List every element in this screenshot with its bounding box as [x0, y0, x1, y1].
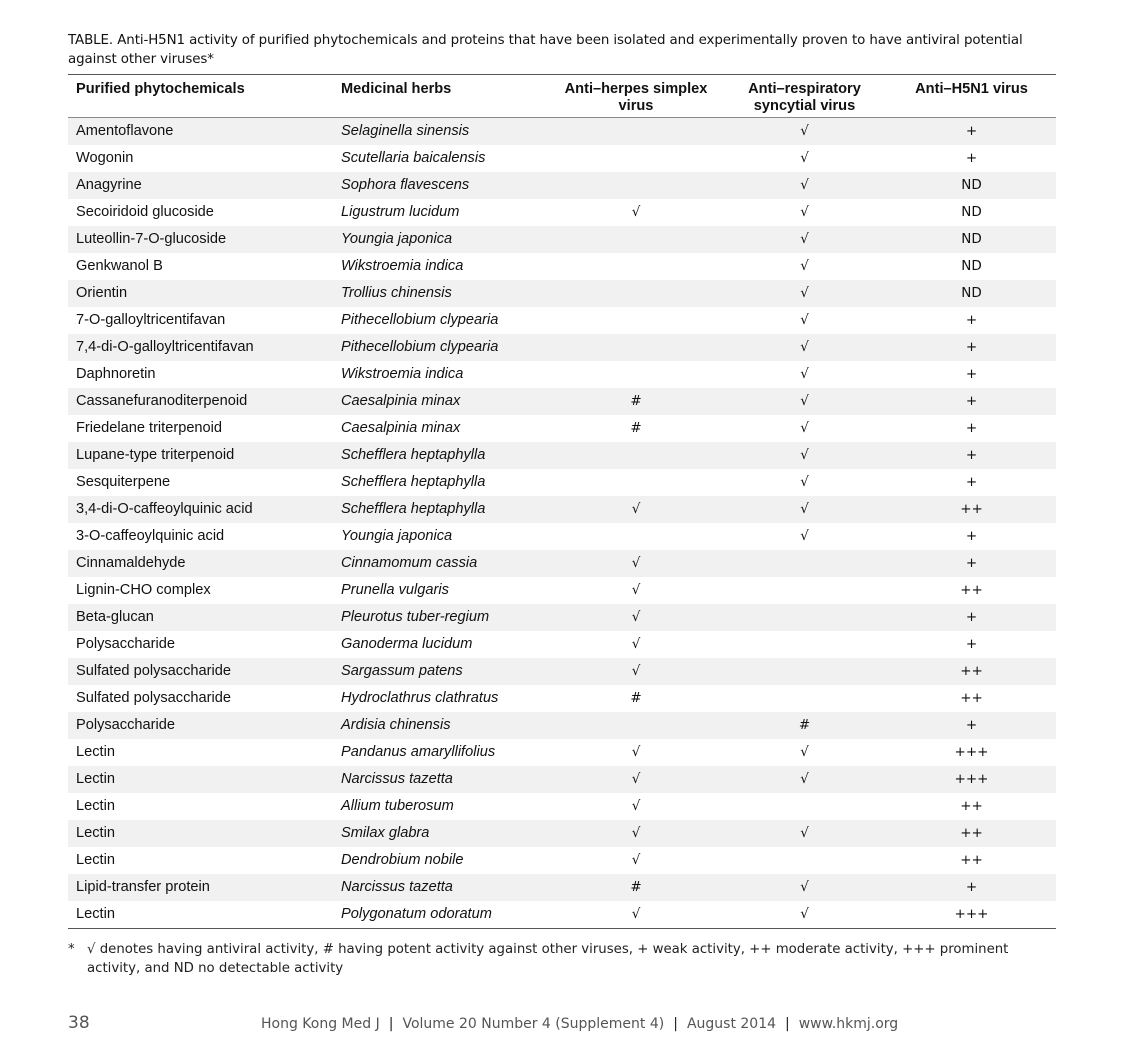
journal-volume: Volume 20 Number 4 (Supplement 4) — [402, 1016, 665, 1032]
phytochemical-cell: Sesquiterpene — [76, 474, 171, 490]
anti-rsv-cell: √ — [722, 496, 887, 523]
anti-h5n1-cell: ND — [961, 204, 982, 220]
table-row — [68, 658, 1056, 685]
anti-herpes-cell: # — [630, 420, 642, 436]
medicinal-herb-cell: Hydroclathrus clathratus — [341, 690, 499, 706]
phytochemical-cell: Polysaccharide — [76, 636, 175, 652]
anti-rsv-cell: √ — [722, 172, 887, 199]
anti-rsv-cell: √ — [800, 258, 809, 274]
table-footnote — [68, 940, 1058, 978]
journal-info — [261, 1016, 898, 1032]
table-row — [68, 388, 1056, 415]
header-row — [68, 75, 1056, 118]
anti-herpes-cell — [550, 523, 722, 550]
anti-rsv-cell: √ — [800, 420, 809, 436]
table-row — [68, 793, 1056, 820]
anti-rsv-cell: √ — [800, 528, 809, 544]
phytochemical-cell: 7,4-di-O-galloyltricentifavan — [68, 334, 336, 361]
anti-rsv-cell: √ — [722, 766, 887, 793]
anti-h5n1-cell: ND — [961, 258, 982, 274]
anti-rsv-cell: √ — [722, 334, 887, 361]
phytochemical-cell: Sulfated polysaccharide — [68, 658, 336, 685]
anti-h5n1-cell: ++ — [960, 690, 983, 706]
anti-rsv-cell: √ — [722, 388, 887, 415]
caption-label: TABLE. — [68, 33, 114, 48]
anti-h5n1-cell: ND — [887, 280, 1056, 307]
anti-herpes-cell — [550, 145, 722, 172]
anti-h5n1-cell: + — [887, 604, 1056, 631]
table-row — [68, 604, 1056, 631]
medicinal-herb-cell: Sophora flavescens — [336, 172, 550, 199]
anti-rsv-cell — [722, 658, 887, 685]
phytochemical-cell: Wogonin — [76, 150, 134, 166]
phytochemical-cell: Lectin — [76, 852, 115, 868]
anti-herpes-cell: # — [630, 690, 642, 706]
table-row — [68, 577, 1056, 604]
phytochemical-cell: Lipid-transfer protein — [68, 874, 336, 901]
footnote-text: √ denotes having antiviral activity, # having potent activity against other viruses, + weak activity, ++ moderate activity, +++ prominent activity, and ND no detectable activity — [87, 942, 1009, 976]
anti-h5n1-cell: + — [887, 118, 1056, 146]
phytochemical-cell: 3-O-caffeoylquinic acid — [76, 528, 225, 544]
phytochemical-cell: Secoiridoid glucoside — [76, 204, 214, 220]
medicinal-herb-cell: Dendrobium nobile — [341, 852, 464, 868]
medicinal-herb-cell: Narcissus tazetta — [336, 766, 550, 793]
medicinal-herb-cell: Prunella vulgaris — [341, 582, 449, 598]
table-row — [68, 685, 1056, 712]
anti-h5n1-cell: ++ — [887, 820, 1056, 847]
anti-herpes-cell: √ — [550, 901, 722, 929]
table-row — [68, 469, 1056, 496]
phytochemical-cell: Luteollin-7-O-glucoside — [68, 226, 336, 253]
anti-rsv-cell: # — [722, 712, 887, 739]
anti-rsv-cell: √ — [722, 901, 887, 929]
anti-h5n1-cell: ++ — [960, 582, 983, 598]
anti-herpes-cell: √ — [550, 820, 722, 847]
phytochemical-cell: Lectin — [76, 744, 115, 760]
phytochemical-cell: Cinnamaldehyde — [68, 550, 336, 577]
anti-herpes-cell: √ — [631, 582, 641, 598]
medicinal-herb-cell: Wikstroemia indica — [341, 366, 464, 382]
page-footer — [68, 1013, 1058, 1035]
anti-h5n1-cell: ND — [887, 226, 1056, 253]
phytochemical-cell: Lignin-CHO complex — [76, 582, 211, 598]
phytochemical-cell: Genkwanol B — [76, 258, 163, 274]
table-row — [68, 334, 1056, 361]
anti-herpes-cell: √ — [631, 798, 641, 814]
medicinal-herb-cell: Caesalpinia minax — [341, 420, 461, 436]
medicinal-herb-cell: Scutellaria baicalensis — [341, 150, 486, 166]
page-number: 38 — [68, 1013, 90, 1033]
anti-rsv-cell: √ — [800, 204, 809, 220]
medicinal-herb-cell: Allium tuberosum — [341, 798, 454, 814]
phytochemical-cell: Amentoflavone — [68, 118, 336, 146]
anti-herpes-cell — [550, 253, 722, 280]
phytochemical-cell: 7-O-galloyltricentifavan — [76, 312, 226, 328]
medicinal-herb-cell: Ganoderma lucidum — [341, 636, 473, 652]
table-caption — [68, 31, 1058, 69]
anti-rsv-cell: √ — [722, 226, 887, 253]
anti-herpes-cell — [550, 469, 722, 496]
table-row — [68, 496, 1056, 523]
table-row — [68, 118, 1056, 146]
medicinal-herb-cell: Schefflera heptaphylla — [336, 442, 550, 469]
medicinal-herb-cell: Narcissus tazetta — [336, 874, 550, 901]
anti-rsv-cell — [722, 550, 887, 577]
phytochemical-cell: Beta-glucan — [68, 604, 336, 631]
medicinal-herb-cell: Ligustrum lucidum — [341, 204, 460, 220]
anti-herpes-cell — [550, 712, 722, 739]
phytochemical-cell: Anagyrine — [68, 172, 336, 199]
anti-h5n1-cell: ND — [887, 172, 1056, 199]
medicinal-herb-cell: Caesalpinia minax — [336, 388, 550, 415]
anti-herpes-cell — [550, 226, 722, 253]
medicinal-herb-cell: Schefflera heptaphylla — [336, 496, 550, 523]
phytochemical-cell: Lectin — [68, 766, 336, 793]
anti-h5n1-cell: + — [965, 474, 978, 490]
table-body — [68, 118, 1056, 929]
phytochemical-cell: Friedelane triterpenoid — [76, 420, 223, 436]
anti-rsv-cell: √ — [722, 820, 887, 847]
anti-h5n1-cell: + — [965, 312, 978, 328]
anti-h5n1-cell: + — [965, 150, 978, 166]
anti-h5n1-cell: + — [887, 712, 1056, 739]
table-row — [68, 199, 1056, 226]
anti-herpes-cell: # — [550, 388, 722, 415]
table-row — [68, 901, 1056, 929]
table-row — [68, 550, 1056, 577]
anti-herpes-cell — [550, 172, 722, 199]
table-row — [68, 280, 1056, 307]
phytochemical-cell: 3,4-di-O-caffeoylquinic acid — [68, 496, 336, 523]
medicinal-herb-cell: Wikstroemia indica — [341, 258, 464, 274]
table-row — [68, 523, 1056, 550]
column-header-phytochemicals: Purified phytochemicals — [68, 75, 336, 118]
table-row — [68, 172, 1056, 199]
anti-rsv-cell: √ — [800, 312, 809, 328]
anti-herpes-cell: # — [550, 874, 722, 901]
anti-herpes-cell — [550, 118, 722, 146]
anti-herpes-cell: √ — [550, 658, 722, 685]
footnote-marker: * — [68, 942, 75, 957]
phytochemical-cell: Lectin — [68, 901, 336, 929]
journal-date: August 2014 — [686, 1016, 777, 1032]
anti-h5n1-cell: ++ — [960, 852, 983, 868]
medicinal-herb-cell: Sargassum patens — [336, 658, 550, 685]
table-row — [68, 766, 1056, 793]
table-row — [68, 145, 1056, 172]
table-row — [68, 442, 1056, 469]
anti-rsv-cell — [722, 631, 887, 658]
column-header-medicinal-herbs: Medicinal herbs — [336, 75, 550, 118]
anti-h5n1-cell: + — [965, 366, 978, 382]
separator: | — [785, 1016, 790, 1032]
table-row — [68, 415, 1056, 442]
table-row — [68, 712, 1056, 739]
anti-h5n1-cell: + — [887, 388, 1056, 415]
medicinal-herb-cell: Selaginella sinensis — [336, 118, 550, 146]
medicinal-herb-cell: Trollius chinensis — [336, 280, 550, 307]
journal-name: Hong Kong Med J — [261, 1016, 380, 1032]
phytochemical-cell: Orientin — [68, 280, 336, 307]
table-row — [68, 847, 1056, 874]
phytochemical-cell: Polysaccharide — [68, 712, 336, 739]
anti-rsv-cell: √ — [800, 366, 809, 382]
medicinal-herb-cell: Pithecellobium clypearia — [336, 334, 550, 361]
medicinal-herb-cell: Ardisia chinensis — [336, 712, 550, 739]
anti-h5n1-cell: ++ — [960, 798, 983, 814]
anti-h5n1-cell: +++ — [887, 766, 1056, 793]
data-table — [68, 74, 1056, 929]
anti-herpes-cell: √ — [631, 852, 641, 868]
anti-h5n1-cell: +++ — [954, 744, 989, 760]
medicinal-herb-cell: Polygonatum odoratum — [336, 901, 550, 929]
table-row — [68, 226, 1056, 253]
table-row — [68, 874, 1056, 901]
caption-text: Anti-H5N1 activity of purified phytochemicals and proteins that have been isolated and experimentally proven to have antiviral potential against other viruses* — [68, 33, 1023, 67]
anti-herpes-cell: √ — [550, 604, 722, 631]
separator: | — [673, 1016, 678, 1032]
anti-herpes-cell: √ — [631, 744, 641, 760]
phytochemical-cell: Lectin — [76, 798, 115, 814]
column-header-anti-rsv: Anti–respiratory syncytial virus — [722, 75, 887, 118]
medicinal-herb-cell: Pandanus amaryllifolius — [341, 744, 496, 760]
separator: | — [388, 1016, 394, 1032]
table-row — [68, 361, 1056, 388]
anti-rsv-cell — [722, 793, 887, 820]
phytochemical-cell: Cassanefuranoditerpenoid — [68, 388, 336, 415]
anti-rsv-cell: √ — [722, 118, 887, 146]
medicinal-herb-cell: Youngia japonica — [336, 226, 550, 253]
anti-h5n1-cell: ++ — [887, 658, 1056, 685]
phytochemical-cell: Sulfated polysaccharide — [76, 690, 231, 706]
anti-rsv-cell: √ — [800, 150, 809, 166]
anti-herpes-cell: √ — [631, 636, 641, 652]
table-row — [68, 820, 1056, 847]
anti-h5n1-cell: + — [887, 442, 1056, 469]
phytochemical-cell: Lectin — [68, 820, 336, 847]
anti-rsv-cell — [722, 604, 887, 631]
medicinal-herb-cell: Pleurotus tuber-regium — [336, 604, 550, 631]
anti-rsv-cell: √ — [722, 280, 887, 307]
table-row — [68, 253, 1056, 280]
anti-herpes-cell — [550, 280, 722, 307]
anti-h5n1-cell: + — [887, 874, 1056, 901]
column-header-anti-h5n1: Anti–H5N1 virus — [887, 75, 1056, 118]
table-row — [68, 307, 1056, 334]
medicinal-herb-cell: Schefflera heptaphylla — [341, 474, 486, 490]
journal-website[interactable]: www.hkmj.org — [798, 1016, 899, 1032]
anti-herpes-cell: √ — [550, 766, 722, 793]
anti-rsv-cell: √ — [722, 874, 887, 901]
anti-rsv-cell — [722, 685, 887, 712]
anti-h5n1-cell: + — [887, 334, 1056, 361]
anti-h5n1-cell: + — [965, 420, 978, 436]
anti-herpes-cell — [550, 334, 722, 361]
table-row — [68, 631, 1056, 658]
anti-h5n1-cell: + — [965, 636, 978, 652]
column-header-anti-herpes: Anti–herpes simplex virus — [550, 75, 722, 118]
phytochemical-cell: Daphnoretin — [76, 366, 156, 382]
anti-rsv-cell — [722, 577, 887, 604]
anti-h5n1-cell: + — [887, 550, 1056, 577]
anti-rsv-cell: √ — [800, 744, 809, 760]
anti-herpes-cell: √ — [631, 204, 641, 220]
anti-herpes-cell: √ — [550, 496, 722, 523]
table-row — [68, 739, 1056, 766]
anti-rsv-cell: √ — [722, 442, 887, 469]
medicinal-herb-cell: Youngia japonica — [341, 528, 453, 544]
medicinal-herb-cell: Pithecellobium clypearia — [341, 312, 499, 328]
anti-herpes-cell — [550, 442, 722, 469]
anti-herpes-cell — [550, 307, 722, 334]
anti-herpes-cell: √ — [550, 550, 722, 577]
anti-rsv-cell — [722, 847, 887, 874]
anti-herpes-cell — [550, 361, 722, 388]
anti-h5n1-cell: + — [965, 528, 978, 544]
medicinal-herb-cell: Smilax glabra — [336, 820, 550, 847]
phytochemical-cell: Lupane-type triterpenoid — [68, 442, 336, 469]
medicinal-herb-cell: Cinnamomum cassia — [336, 550, 550, 577]
anti-h5n1-cell: +++ — [887, 901, 1056, 929]
anti-rsv-cell: √ — [800, 474, 809, 490]
anti-h5n1-cell: ++ — [887, 496, 1056, 523]
